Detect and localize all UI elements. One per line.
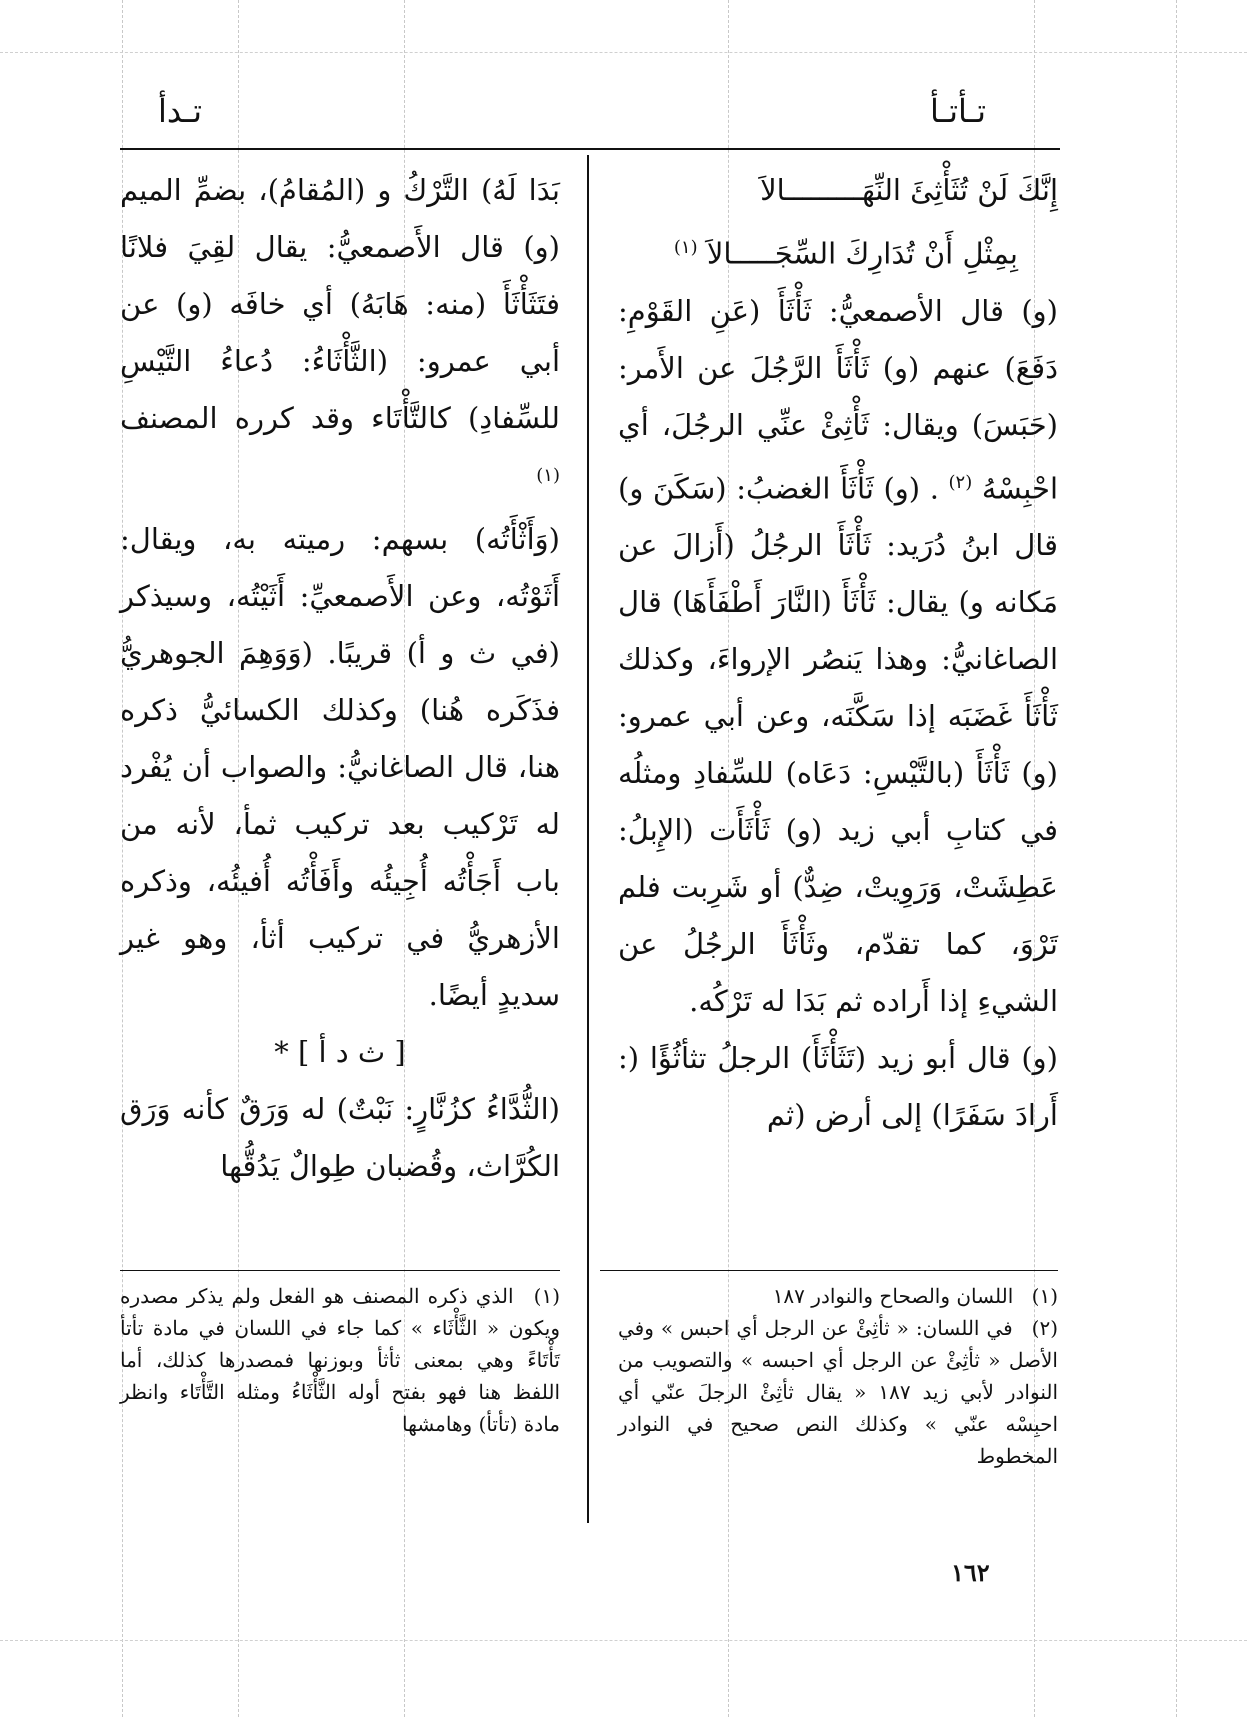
left-paragraph-2: (وَأَثْأَتُه) بسهم: رميته به، ويقال: أَثَوْتُه، وعن الأَصمعيِّ: أَثَيْتُه، وسيذكر (في ث و أ) قريبًا. (وَوَهِمَ الجوهريُّ فذَكَره هُنا) وكذلك الكسائيُّ ذكره هنا، قال الصاغانيُّ: والصواب أن يُفْرد له تَرْكيب بعد تركيب ثمأ، لأنه من باب أَجَأْتُه أُجِيئُه وأَفَأْتُه أُفيئُه، وذكره الأزهريُّ في تركيب أثأ، وهو غير سديدٍ أيضًا. <box>120 521 560 1012</box>
column-divider <box>587 155 589 1523</box>
right-paragraph-2: (و) قال أبو زيد (تَثَأْثَأَ) الرجلُ تثأثُؤًا (: أَرادَ سَفَرًا) إلى أرض (ثم <box>618 1041 1058 1133</box>
guide-line <box>0 1640 1247 1641</box>
footnotes-left <box>120 1280 560 1440</box>
footnote <box>618 1312 1058 1472</box>
footnote-marker: (٢) <box>948 471 973 493</box>
header-rule <box>120 148 1060 150</box>
page-number: ١٦٢ <box>951 1558 990 1587</box>
running-header-right: تـأتـأ <box>930 92 987 130</box>
footnotes-right <box>618 1280 1058 1472</box>
poem-line-2-text: بِمِثْلِ أَنْ تُدَارِكَ السِّجَـــــالاَ <box>706 236 1018 271</box>
footnote-text: الذي ذكره المصنف هو الفعل ولم يذكر مصدره ويكون « الثَّأْثَاء » كما جاء في اللسان في مادة تأتأ تَأْتَاءً وهي بمعنى ثأثأ وبوزنها فمصدرها كذلك، أما اللفظ هنا فهو بفتح أوله الثَّأْثَاءُ ومثله التَّأْتَاء وانظر مادة (تأتأ) وهامشها <box>120 1284 560 1436</box>
left-paragraph-1 <box>120 162 560 511</box>
right-paragraph-1-text: (و) قال الأصمعيُّ: ثَأْثَأَ (عَنِ القَوْمِ: دَفَعَ) عنهم (و) ثَأْثَأَ الرَّجُلَ عن الأَمر: (حَبَسَ) ويقال: ثَأْثِئْ عنِّي الرجُلَ، أي احْبِسْهُ <box>618 293 1058 506</box>
guide-line <box>1176 0 1177 1717</box>
footnote-number: (١) <box>1031 1284 1058 1308</box>
right-column <box>618 162 1058 1144</box>
left-paragraph-3: (الثُّدَّاءُ كزُنَّارٍ: نَبْتٌ) له وَرَقٌ كأنه وَرَق الكُرَّاث، وقُضبان طِوالٌ يَدُقُّها <box>120 1091 560 1183</box>
right-paragraph-1-cont: . (و) ثَأْثَأَ الغضبُ: (سَكَنَ و) قال ابنُ دُرَيد: ثَأْثَأَ الرجُلُ (أَزالَ عن مَكانه و) يقال: ثَأْثَأَ (النَّارَ أَطْفَأَهَا) قال الصاغانيُّ: وهذا يَنصُر الإرواءَ، وكذلك ثَأْثَأَ غَضَبَه إذا سَكَّنَه، وعن أبي عمرو: (و) ثَأْثَأَ (بالتَّيْسِ: دَعَاه) للسِّفادِ ومثلُه في كتابِ أبي زيد (و) ثَأْثَأَت (الإِبلُ: عَطِشَتْ، وَرَوِيتْ، ضِدٌّ) أو شَرِبت فلم تَرْوَ، كما تقدّم، وثَأْثَأَ الرجُلُ عن الشيءِ إذا أَراده ثم بَدَا له تَرْكُه. <box>618 471 1058 1019</box>
left-column <box>120 162 560 1195</box>
footnote <box>120 1280 560 1440</box>
footnote-number: (٢) <box>1031 1316 1058 1340</box>
footnote-rule-left <box>120 1270 560 1271</box>
poem-line-2 <box>618 219 1058 283</box>
poem-line-1: إِنَّكَ لَنْ تُثَأْثِئَ النِّهَـــــــــالاَ <box>760 173 1058 207</box>
running-header-left: تـدأ <box>158 92 202 130</box>
footnote-text: في اللسان: « ثأثِئْ عن الرجل أي احبس » وفي الأصل « ثأثِئْ عن الرجل أي احبسه » والتصويب من النوادر لأبي زيد ١٨٧ « يقال ثأثِئْ الرجلَ عنّي أي احبِسْه عنّي » وكذلك النص صحيح في النوادر المخطوط <box>618 1316 1059 1468</box>
footnote-number: (١) <box>533 1284 561 1308</box>
footnote-marker: (١) <box>536 465 560 486</box>
footnote-marker: (١) <box>673 237 698 258</box>
footnote <box>618 1280 1058 1312</box>
footnote-text: اللسان والصحاح والنوادر ١٨٧ <box>772 1284 1014 1308</box>
right-paragraph-1 <box>618 283 1058 1031</box>
left-paragraph-1-text: بَدَا لَهُ) التَّرْكُ و (المُقامُ)، بضمِّ الميم (و) قال الأَصمعيُّ: يقال لقِيَ فلانًا فتَثَأْثَأَ (منه: هَابَهُ) أي خافَه (و) عن أبي عمرو: (الثَّأْثَاءُ: دُعاءُ التَّيْسِ للسِّفادِ) كالتَّأْتَاء وقد كرره المصنف <box>120 173 560 435</box>
guide-line <box>0 52 1247 53</box>
entry-heading: [ ث د أ ] * <box>274 1034 406 1069</box>
footnote-rule-right <box>600 1270 1058 1271</box>
